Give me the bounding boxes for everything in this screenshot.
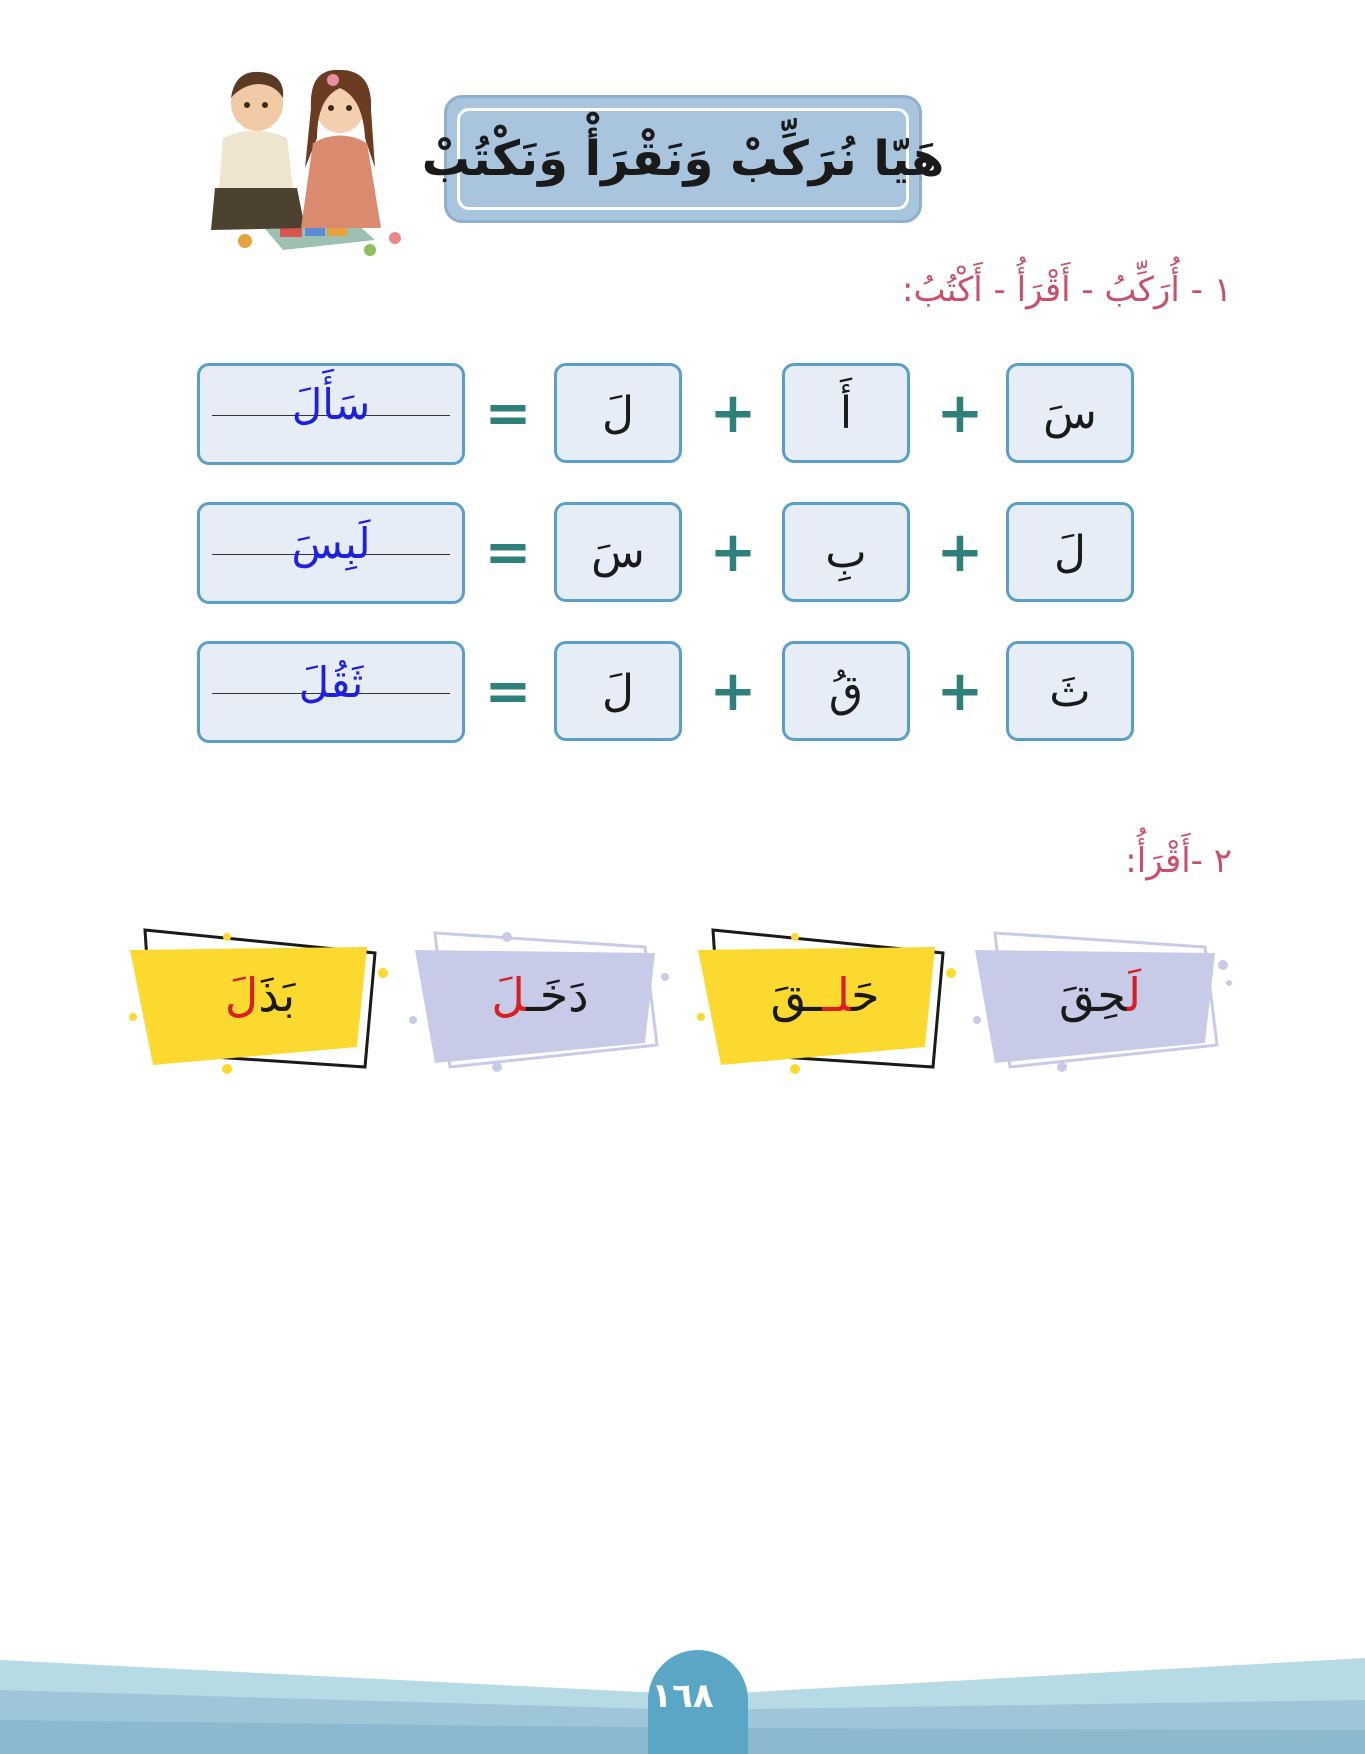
section2-heading: ٢ -أَقْرَأُ: <box>1125 841 1232 881</box>
highlighted-letter: لَ <box>224 968 259 1022</box>
answer-word: ثَقُلَ <box>298 658 364 707</box>
letter-box: لَ <box>554 641 682 741</box>
plus-sign: + <box>936 658 984 724</box>
letter-box: قُ <box>782 641 910 741</box>
page-title: هَيّا نُرَكِّبْ وَنَقْرَأْ وَنَكْتُبْ <box>421 131 945 187</box>
plus-sign: + <box>709 658 757 724</box>
section1-heading: ١ - أُرَكِّبُ - أَقْرَأُ - أَكْتُبُ: <box>902 270 1232 310</box>
letter-box: سَ <box>554 502 682 602</box>
answer-word: سَأَلَ <box>291 380 371 429</box>
letter-box: لَ <box>1006 502 1134 602</box>
plus-sign: + <box>709 380 757 446</box>
answer-field[interactable] <box>197 363 465 465</box>
highlighted-letter: لَ <box>491 968 527 1022</box>
highlighted-letter: لـ <box>822 968 852 1022</box>
answer-word: لَبِسَ <box>291 519 371 568</box>
answer-field[interactable] <box>197 502 465 604</box>
word-card: دَخَـلَ <box>491 968 589 1022</box>
plus-sign: + <box>936 519 984 585</box>
word-card: لَحِقَ <box>1058 968 1142 1022</box>
word-card: حَلــقَ <box>770 968 880 1022</box>
children-puzzle-illustration <box>205 58 435 258</box>
equals-sign: = <box>484 658 532 724</box>
word-card: بَذَلَ <box>224 968 296 1022</box>
letter-box: سَ <box>1006 363 1134 463</box>
answer-field[interactable] <box>197 641 465 743</box>
plus-sign: + <box>936 380 984 446</box>
equals-sign: = <box>484 380 532 446</box>
title-banner <box>421 95 945 223</box>
plus-sign: + <box>709 519 757 585</box>
letter-box: بِ <box>782 502 910 602</box>
highlighted-letter: لَ <box>1127 968 1142 1022</box>
letter-box: ثَ <box>1006 641 1134 741</box>
page-number: ١٦٨ <box>651 1676 714 1716</box>
letter-box: لَ <box>554 363 682 463</box>
equals-sign: = <box>484 519 532 585</box>
letter-box: أَ <box>782 363 910 463</box>
